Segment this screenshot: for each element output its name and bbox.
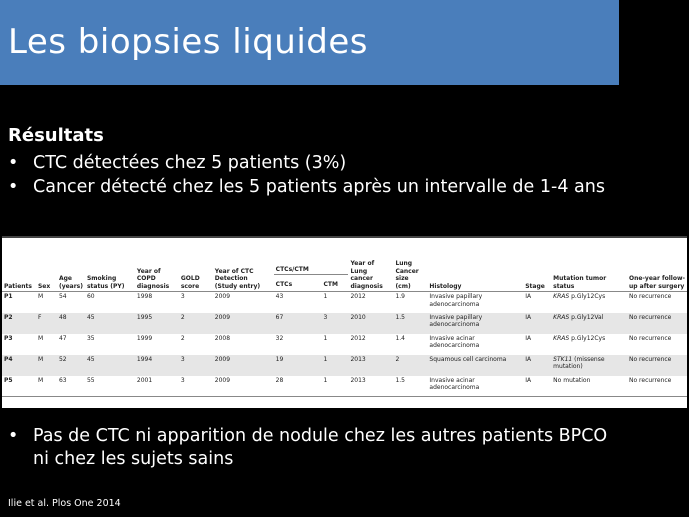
cell-sex: M — [37, 334, 44, 342]
header-ctcs: CTCs — [274, 275, 322, 292]
cell-ctm: 1 — [323, 334, 328, 342]
cell-ctc-year: 2009 — [214, 293, 231, 300]
cell-sex: M — [36, 376, 57, 397]
cell-copd: 1998 — [136, 293, 153, 300]
cell-ctc-year: 2008 — [214, 334, 231, 342]
header-ctcs-ctm: CTCs/CTM — [274, 237, 349, 275]
cell-gold: 2 — [179, 313, 213, 334]
cell-ctc-year: 2009 — [213, 313, 274, 334]
cell-ctcs: 19 — [274, 355, 322, 376]
cell-lung-year: 2012 — [350, 334, 366, 342]
bullet-item: • Cancer détecté chez les 5 patients après un intervalle de 1-4 ans — [8, 176, 618, 199]
cell-followup: No recurrence — [627, 376, 687, 397]
cell-stage: IA — [525, 293, 532, 300]
cell-copd: 1995 — [135, 313, 179, 334]
table-row — [2, 355, 687, 376]
cell-lung-year: 2013 — [348, 376, 393, 397]
cell-stage: IA — [523, 355, 551, 376]
header-histology: Histology — [427, 237, 523, 292]
cell-followup: No recurrence — [628, 334, 672, 342]
cell-ctcs: 28 — [274, 376, 322, 397]
cell-patient: P3 — [4, 334, 13, 342]
cell-smoking: 45 — [85, 355, 135, 376]
cell-copd: 2001 — [135, 376, 179, 397]
cell-copd: 1994 — [135, 355, 179, 376]
header-mutation: Mutation tumor status — [551, 237, 627, 292]
cell-size: 1.9 — [395, 293, 405, 300]
cell-sex: M — [36, 355, 57, 376]
results-heading: Résultats — [8, 125, 104, 146]
cell-age: 48 — [57, 313, 85, 334]
header-patients: Patients — [2, 237, 36, 292]
mutation-detail: p.Gly12Cys — [569, 293, 606, 300]
table-row — [2, 313, 687, 334]
bullet-list-bottom — [8, 425, 618, 472]
cell-ctm: 1 — [322, 376, 349, 397]
cell-age: 52 — [57, 355, 85, 376]
gene-name: STK11 — [553, 355, 573, 363]
gene-name: KRAS — [553, 293, 570, 300]
cell-smoking: 45 — [85, 313, 135, 334]
header-sex: Sex — [36, 237, 57, 292]
slide-title: Les biopsies liquides — [8, 22, 368, 62]
cell-followup: No recurrence — [628, 293, 672, 300]
cell-sex: M — [37, 293, 44, 300]
cell-size: 1.5 — [393, 313, 427, 334]
cell-patient: P5 — [2, 376, 36, 397]
results-table — [2, 236, 687, 397]
cell-gold: 3 — [180, 293, 185, 300]
cell-ctm: 1 — [322, 355, 349, 376]
header-age: Age (years) — [57, 237, 85, 292]
cell-age: 47 — [58, 334, 67, 342]
cell-mutation — [551, 355, 627, 376]
cell-sex: F — [36, 313, 57, 334]
cell-gold: 3 — [179, 376, 213, 397]
mutation-detail: (missense mutation) — [553, 355, 605, 370]
cell-age: 63 — [57, 376, 85, 397]
cell-stage: IA — [525, 334, 532, 342]
cell-smoking: 55 — [85, 376, 135, 397]
cell-patient: P2 — [2, 313, 36, 334]
cell-copd: 1999 — [136, 334, 153, 342]
table-row — [2, 334, 687, 355]
cell-mutation — [551, 376, 627, 397]
citation: Ilie et al. Plos One 2014 — [8, 498, 121, 509]
cell-ctm: 1 — [323, 293, 328, 300]
header-smoking: Smoking status (PY) — [85, 237, 135, 292]
cell-histology: Invasive papillary adenocarcinoma — [429, 293, 483, 308]
header-followup: One-year follow-up after surgery — [627, 237, 687, 292]
header-ctc-year: Year of CTC Detection (Study entry) — [213, 237, 274, 292]
cell-stage: IA — [523, 313, 551, 334]
cell-mutation — [551, 292, 627, 313]
cell-ctcs: 43 — [275, 293, 284, 300]
header-lung-year: Year of Lung cancer diagnosis — [348, 237, 393, 292]
bullet-item: • Pas de CTC ni apparition de nodule chez les autres patients BPCO ni chez les sujets sains — [8, 425, 618, 471]
mutation-detail: No mutation — [553, 376, 591, 384]
header-copd: Year of COPD diagnosis — [135, 237, 179, 292]
cell-histology: Squamous cell carcinoma — [427, 355, 523, 376]
cell-lung-year: 2012 — [350, 293, 366, 300]
cell-smoking: 60 — [86, 293, 95, 300]
cell-patient: P1 — [4, 293, 13, 300]
header-ctm: CTM — [322, 275, 349, 292]
cell-size: 1.4 — [395, 334, 405, 342]
cell-smoking: 35 — [86, 334, 95, 342]
cell-histology: Invasive acinar adenocarcinoma — [427, 376, 523, 397]
cell-ctc-year: 2009 — [213, 376, 274, 397]
bullet-item: • CTC détectées chez 5 patients (3%) — [8, 152, 618, 175]
header-gold: GOLD score — [179, 237, 213, 292]
mutation-detail: p.Gly12Cys — [569, 334, 606, 342]
header-stage: Stage — [523, 237, 551, 292]
header-size: Lung Cancer size (cm) — [393, 237, 427, 292]
cell-mutation — [551, 334, 627, 355]
cell-gold: 2 — [180, 334, 185, 342]
cell-ctcs: 67 — [274, 313, 322, 334]
cell-followup: No recurrence — [627, 313, 687, 334]
cell-ctcs: 32 — [275, 334, 284, 342]
cell-stage: IA — [523, 376, 551, 397]
cell-mutation — [551, 313, 627, 334]
cell-age: 54 — [58, 293, 67, 300]
cell-size: 1.5 — [393, 376, 427, 397]
cell-ctc-year: 2009 — [213, 355, 274, 376]
title-bar — [0, 0, 619, 85]
cell-ctm: 3 — [322, 313, 349, 334]
cell-lung-year: 2010 — [348, 313, 393, 334]
cell-histology: Invasive papillary adenocarcinoma — [427, 313, 523, 334]
cell-lung-year: 2013 — [348, 355, 393, 376]
cell-size: 2 — [393, 355, 427, 376]
cell-followup: No recurrence — [627, 355, 687, 376]
table-row — [2, 292, 687, 313]
gene-name: KRAS — [553, 313, 570, 321]
gene-name: KRAS — [553, 334, 570, 342]
cell-histology: Invasive acinar adenocarcinoma — [429, 334, 480, 349]
bullet-list-top — [8, 152, 618, 200]
mutation-detail: p.Gly12Val — [569, 313, 604, 321]
cell-patient: P4 — [2, 355, 36, 376]
table-row — [2, 376, 687, 397]
cell-gold: 3 — [179, 355, 213, 376]
results-table-image — [2, 236, 687, 408]
table-body — [2, 292, 687, 397]
